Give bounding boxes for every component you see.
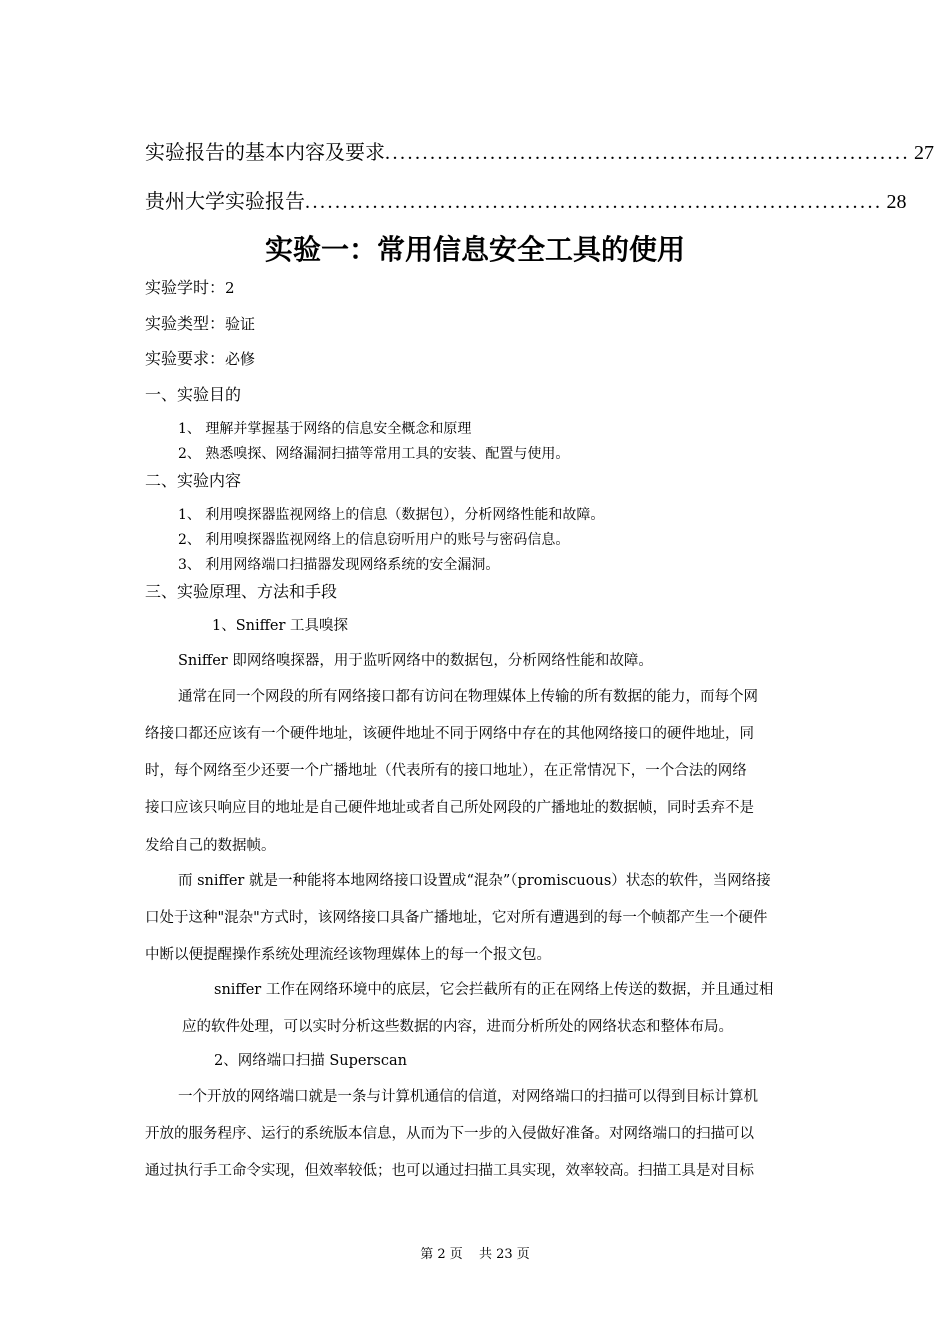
paragraph-line: 通常在同一个网段的所有网络接口都有访问在物理媒体上传输的所有数据的能力，而每个网 xyxy=(178,689,758,705)
toc-entry[interactable] xyxy=(145,137,934,167)
paragraph-line: 一个开放的网络端口就是一条与计算机通信的信道，对网络端口的扫描可以得到目标计算机 xyxy=(178,1089,758,1105)
paragraph-line: 通过执行手工命令实现，但效率较低；也可以通过扫描工具实现，效率较高。扫描工具是对目标 xyxy=(145,1163,754,1179)
toc-entry-title: 实验报告的基本内容及要求 xyxy=(145,140,385,164)
chapter-title: 实验一：常用信息安全工具的使用 xyxy=(264,233,685,266)
paragraph-line: 而 sniffer 就是一种能将本地网络接口设置成“混杂”（promiscuous）状态的软件，当网络接 xyxy=(178,873,771,889)
toc-entry[interactable] xyxy=(145,186,907,216)
list-item: 1、 理解并掌握基于网络的信息安全概念和原理 xyxy=(178,421,472,437)
list-item: 2、 利用嗅探器监视网络上的信息窃听用户的账号与密码信息。 xyxy=(178,532,570,548)
toc-entry-title: 贵州大学实验报告 xyxy=(145,189,305,213)
section-heading-objective: 一、实验目的 xyxy=(145,385,242,404)
paragraph-line: 发给自己的数据帧。 xyxy=(145,838,276,854)
meta-hours xyxy=(145,276,235,300)
paragraph-line: 中断以便提醒操作系统处理流经该物理媒体上的每一个报文包。 xyxy=(145,947,551,963)
paragraph-line: 接口应该只响应目的地址是自己硬件地址或者自己所处网段的广播地址的数据帧，同时丢弃不是 xyxy=(145,800,754,816)
meta-value: 必修 xyxy=(225,350,256,368)
list-item: 2、 熟悉嗅探、网络漏洞扫描等常用工具的安装、配置与使用。 xyxy=(178,446,570,462)
meta-type xyxy=(145,312,255,336)
subsection-heading-superscan: 2、网络端口扫描 Superscan xyxy=(214,1053,407,1069)
paragraph-line: 开放的服务程序、运行的系统版本信息，从而为下一步的入侵做好准备。对网络端口的扫描可以 xyxy=(145,1126,754,1142)
meta-requirement xyxy=(145,347,255,371)
list-item: 1、 利用嗅探器监视网络上的信息（数据包），分析网络性能和故障。 xyxy=(178,507,605,523)
footer-page-number: 第 2 页 xyxy=(420,1247,463,1262)
paragraph-line: 时，每个网络至少还要一个广播地址（代表所有的接口地址），在正常情况下，一个合法的网络 xyxy=(145,763,747,779)
subsection-heading-sniffer: 1、Sniffer 工具嗅探 xyxy=(212,618,349,634)
toc-leader-dots: ...................................................................... xyxy=(385,142,910,164)
page-footer xyxy=(0,1245,950,1265)
toc-page-number: 28 xyxy=(886,191,907,213)
meta-key: 实验学时： xyxy=(145,278,226,297)
toc-page-number: 27 xyxy=(914,142,934,164)
paragraph-line: 络接口都还应该有一个硬件地址，该硬件地址不同于网络中存在的其他网络接口的硬件地址，同 xyxy=(145,726,754,742)
footer-total-pages: 共 23 页 xyxy=(478,1247,530,1262)
list-item: 3、 利用网络端口扫描器发现网络系统的安全漏洞。 xyxy=(178,557,500,573)
paragraph-line: sniffer 工作在网络环境中的底层，它会拦截所有的正在网络上传送的数据，并且通过相 xyxy=(214,982,774,998)
meta-key: 实验要求： xyxy=(145,349,226,368)
paragraph-line: 应的软件处理，可以实时分析这些数据的内容，进而分析所处的网络状态和整体布局。 xyxy=(182,1019,733,1035)
paragraph-sniffer-intro: Sniffer 即网络嗅探器，用于监听网络中的数据包，分析网络性能和故障。 xyxy=(178,653,653,669)
section-heading-principle: 三、实验原理、方法和手段 xyxy=(145,582,338,601)
section-heading-content: 二、实验内容 xyxy=(145,471,242,490)
paragraph-line: 口处于这种"混杂"方式时，该网络接口具备广播地址，它对所有遭遇到的每一个帧都产生一个硬件 xyxy=(145,910,768,926)
toc-leader-dots: ............................................................................. xyxy=(305,191,883,213)
meta-value: 验证 xyxy=(225,315,256,333)
meta-value: 2 xyxy=(225,279,235,297)
meta-key: 实验类型： xyxy=(145,314,226,333)
